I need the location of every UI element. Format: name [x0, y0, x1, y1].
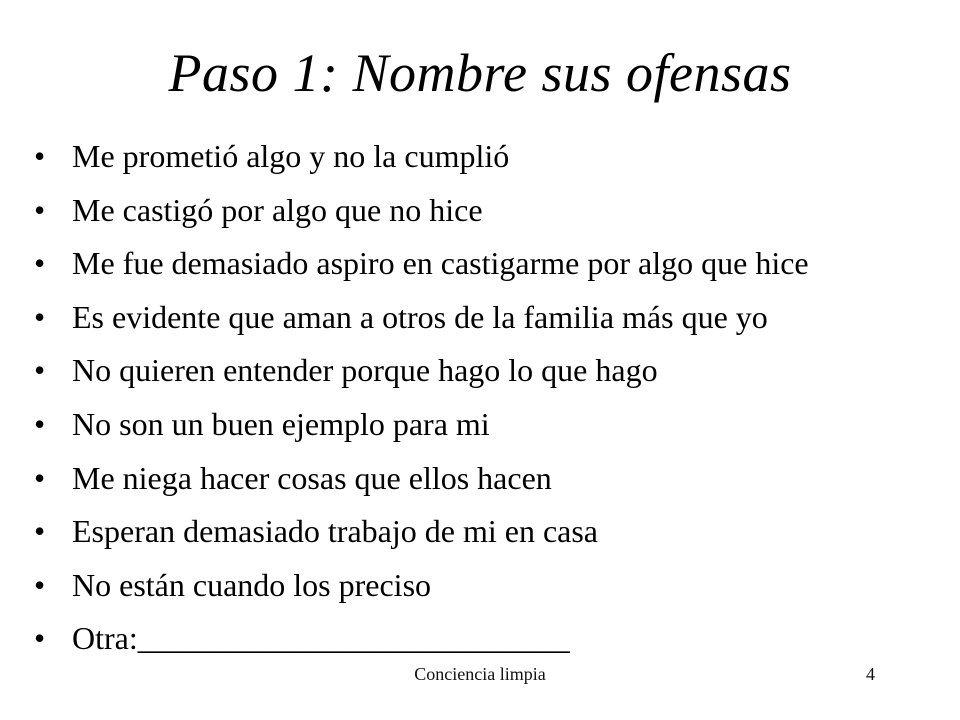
- bullet-text: Es evidente que aman a otros de la familia más que yo: [72, 298, 768, 335]
- page-number: 4: [866, 664, 875, 684]
- bullet-text: Me prometió algo y no la cumplió: [72, 138, 510, 174]
- bullet-icon: •: [34, 298, 46, 335]
- bullet-text: Me castigó por algo que no hice: [72, 191, 483, 228]
- bullet-icon: •: [34, 459, 46, 496]
- bullet-text: No son un buen ejemplo para mi: [72, 405, 490, 442]
- bullet-icon: •: [34, 352, 46, 389]
- bullet-icon: •: [34, 405, 46, 442]
- bullet-text: No están cuando los preciso: [72, 566, 432, 603]
- bullet-icon: •: [34, 513, 46, 550]
- bullet-icon: •: [34, 138, 46, 174]
- bullet-text: Esperan demasiado trabajo de mi en casa: [72, 513, 598, 550]
- bullet-text: Me fue demasiado aspiro en castigarme por algo que hice: [72, 245, 809, 282]
- bullet-icon: •: [34, 566, 46, 603]
- bullet-icon: •: [34, 620, 46, 657]
- bullet-icon: •: [34, 191, 46, 228]
- bullet-icon: •: [34, 245, 46, 282]
- slide-title: Paso 1: Nombre sus ofensas: [168, 43, 792, 103]
- footer-text: Conciencia limpia: [414, 664, 546, 684]
- bullet-text: No quieren entender porque hago lo que hago: [72, 352, 658, 389]
- bullet-text: Me niega hacer cosas que ellos hacen: [72, 459, 552, 496]
- bullet-text: Otra:___________________________: [72, 620, 570, 657]
